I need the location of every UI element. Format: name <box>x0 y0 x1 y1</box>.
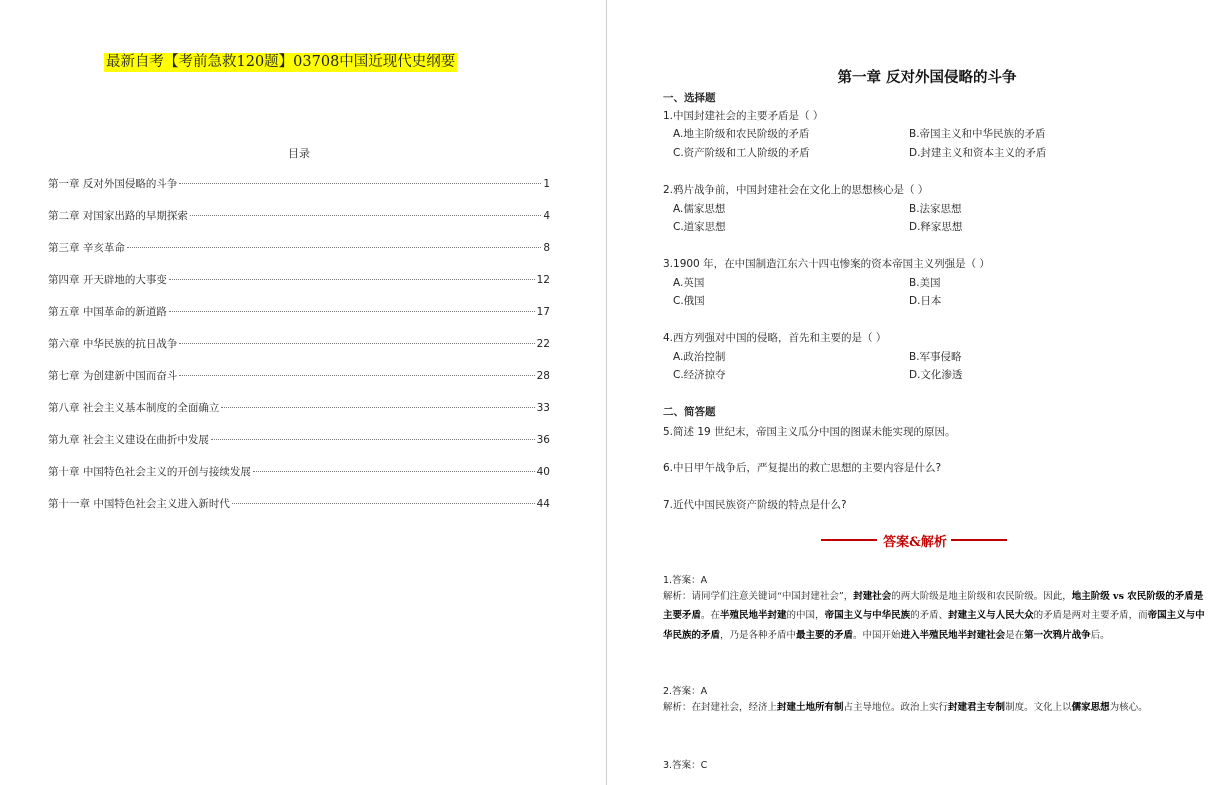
toc-entry-label: 第三章 辛亥革命 <box>48 242 125 254</box>
toc-entry[interactable] <box>48 304 550 336</box>
answer-label: 2.答案：A <box>663 686 708 697</box>
toc-entry[interactable] <box>48 464 550 496</box>
toc-entry-label: 第一章 反对外国侵略的斗争 <box>48 178 178 190</box>
toc-heading: 目录 <box>288 147 310 160</box>
toc-dot-leader <box>211 439 535 440</box>
question-option: B.军事侵略 <box>909 351 962 363</box>
toc-entry[interactable] <box>48 432 550 464</box>
toc-entry-page: 22 <box>536 338 550 350</box>
analysis-text: 制度。文化上以 <box>1005 702 1072 713</box>
analysis-emphasis: 封建主义与人民大众 <box>948 610 1034 622</box>
banner-rule-right <box>951 539 1007 541</box>
toc-entry[interactable] <box>48 400 550 432</box>
analysis-emphasis: 封建土地所有制 <box>777 702 844 713</box>
right-page <box>607 0 1208 785</box>
analysis-text: 是在 <box>1005 629 1025 641</box>
answer-label: 3.答案：C <box>663 760 708 771</box>
toc-entry[interactable] <box>48 208 550 240</box>
toc-entry-page: 36 <box>536 434 550 446</box>
toc-dot-leader <box>190 215 541 216</box>
question-option: A.政治控制 <box>673 351 726 363</box>
toc-entry-page: 33 <box>536 402 550 414</box>
short-question: 5.简述 19 世纪末，帝国主义瓜分中国的图谋未能实现的原因。 <box>663 426 956 438</box>
section-heading-short-answer: 二、简答题 <box>663 406 716 418</box>
toc-dot-leader <box>179 343 534 344</box>
question-option: C.俄国 <box>673 295 705 307</box>
analysis-text: 的中国， <box>786 610 825 622</box>
toc-entry-label: 第二章 对国家出路的早期探索 <box>48 210 188 222</box>
question-option: B.法家思想 <box>909 203 962 215</box>
banner-rule-left <box>821 539 877 541</box>
toc-dot-leader <box>253 471 535 472</box>
analysis-emphasis: 地主阶级 vs 农民阶级的矛盾是主要矛盾 <box>663 591 1204 622</box>
answer-banner-text: 答案&解析 <box>883 535 947 550</box>
question-option: A.儒家思想 <box>673 203 726 215</box>
analysis-text: 。在 <box>701 610 721 622</box>
question-stem: 1.中国封建社会的主要矛盾是（ ） <box>663 110 824 122</box>
toc-entry-label: 第九章 社会主义建设在曲折中发展 <box>48 434 209 446</box>
analysis-text: 后。 <box>1090 629 1110 641</box>
question-stem: 2.鸦片战争前，中国封建社会在文化上的思想核心是（ ） <box>663 184 929 196</box>
question-option: C.资产阶级和工人阶级的矛盾 <box>673 147 810 159</box>
question-option: A.英国 <box>673 277 705 289</box>
toc-dot-leader <box>127 247 541 248</box>
analysis-text: 解析：请同学们注意关键词“中国封建社会”， <box>663 591 854 602</box>
toc-entry-page: 8 <box>543 242 550 254</box>
question-option: C.道家思想 <box>673 221 726 233</box>
question-option: C.经济掠夺 <box>673 369 726 381</box>
analysis-text: 。中国开始 <box>853 629 901 641</box>
toc-entry-label: 第七章 为创建新中国而奋斗 <box>48 370 178 382</box>
table-of-contents <box>48 176 550 528</box>
question-option: A.地主阶级和农民阶级的矛盾 <box>673 128 810 140</box>
analysis-emphasis: 最主要的矛盾 <box>796 629 854 641</box>
answer-analysis <box>663 587 1208 645</box>
analysis-text: 的矛盾是两对主要矛盾，而 <box>1033 610 1148 622</box>
question-stem: 4.西方列强对中国的侵略，首先和主要的是（ ） <box>663 332 887 344</box>
chapter-title: 第一章 反对外国侵略的斗争 <box>837 70 1017 86</box>
toc-dot-leader <box>169 311 535 312</box>
toc-entry-label: 第五章 中国革命的新道路 <box>48 306 167 318</box>
toc-entry-page: 28 <box>536 370 550 382</box>
analysis-text: ，乃是各种矛盾中 <box>720 629 797 641</box>
analysis-text: 的两大阶级是地主阶级和农民阶级。因此， <box>891 591 1072 602</box>
question-option: D.文化渗透 <box>909 369 963 381</box>
toc-entry-label: 第四章 开天辟地的大事变 <box>48 274 167 286</box>
toc-entry-label: 第十一章 中国特色社会主义进入新时代 <box>48 498 230 510</box>
analysis-text: 占主导地位。政治上实行 <box>843 702 949 713</box>
toc-entry[interactable] <box>48 240 550 272</box>
toc-dot-leader <box>179 375 534 376</box>
toc-entry-page: 1 <box>543 178 550 190</box>
analysis-emphasis: 进入半殖民地半封建社会 <box>900 629 1006 641</box>
toc-entry-page: 40 <box>536 466 550 478</box>
analysis-emphasis: 封建君主专制 <box>948 702 1006 713</box>
answer-banner <box>821 530 1006 550</box>
answer-analysis <box>663 698 1208 717</box>
toc-entry-page: 4 <box>543 210 550 222</box>
question-stem: 3.1900 年，在中国制造江东六十四屯惨案的资本帝国主义列强是（ ） <box>663 258 990 270</box>
analysis-emphasis: 半殖民地半封建 <box>720 610 787 622</box>
short-question: 6.中日甲午战争后，严复提出的救亡思想的主要内容是什么? <box>663 462 942 474</box>
question-option: D.封建主义和资本主义的矛盾 <box>909 147 1047 159</box>
question-option: D.释家思想 <box>909 221 963 233</box>
analysis-emphasis: 帝国主义与中华民族的矛盾 <box>663 610 1205 641</box>
analysis-emphasis: 封建社会 <box>853 591 892 602</box>
toc-dot-leader <box>232 503 535 504</box>
answer-label: 1.答案：A <box>663 575 708 586</box>
toc-entry[interactable] <box>48 368 550 400</box>
question-option: B.帝国主义和中华民族的矛盾 <box>909 128 1046 140</box>
toc-entry[interactable] <box>48 336 550 368</box>
toc-entry[interactable] <box>48 496 550 528</box>
toc-entry-label: 第八章 社会主义基本制度的全面确立 <box>48 402 220 414</box>
analysis-emphasis: 帝国主义与中华民族 <box>824 610 911 622</box>
analysis-emphasis: 儒家思想 <box>1071 702 1110 713</box>
question-option: B.美国 <box>909 277 941 289</box>
toc-entry-page: 44 <box>536 498 550 510</box>
question-option: D.日本 <box>909 295 942 307</box>
toc-entry-page: 17 <box>536 306 550 318</box>
analysis-emphasis: 第一次鸦片战争 <box>1024 629 1091 641</box>
toc-entry[interactable] <box>48 272 550 304</box>
analysis-text: 解析：在封建社会，经济上 <box>663 702 778 713</box>
analysis-text: 为核心。 <box>1109 702 1148 713</box>
toc-entry-page: 12 <box>536 274 550 286</box>
document-title: 最新自考【考前急救120题】03708中国近现代史纲要 <box>106 54 456 70</box>
toc-entry-label: 第十章 中国特色社会主义的开创与接续发展 <box>48 466 251 478</box>
toc-entry[interactable] <box>48 176 550 208</box>
section-heading-choice: 一、选择题 <box>663 92 716 104</box>
short-question: 7.近代中国民族资产阶级的特点是什么? <box>663 499 847 511</box>
toc-entry-label: 第六章 中华民族的抗日战争 <box>48 338 178 350</box>
toc-dot-leader <box>221 407 534 408</box>
toc-dot-leader <box>179 183 541 184</box>
toc-dot-leader <box>169 279 535 280</box>
analysis-text: 的矛盾、 <box>910 610 949 622</box>
